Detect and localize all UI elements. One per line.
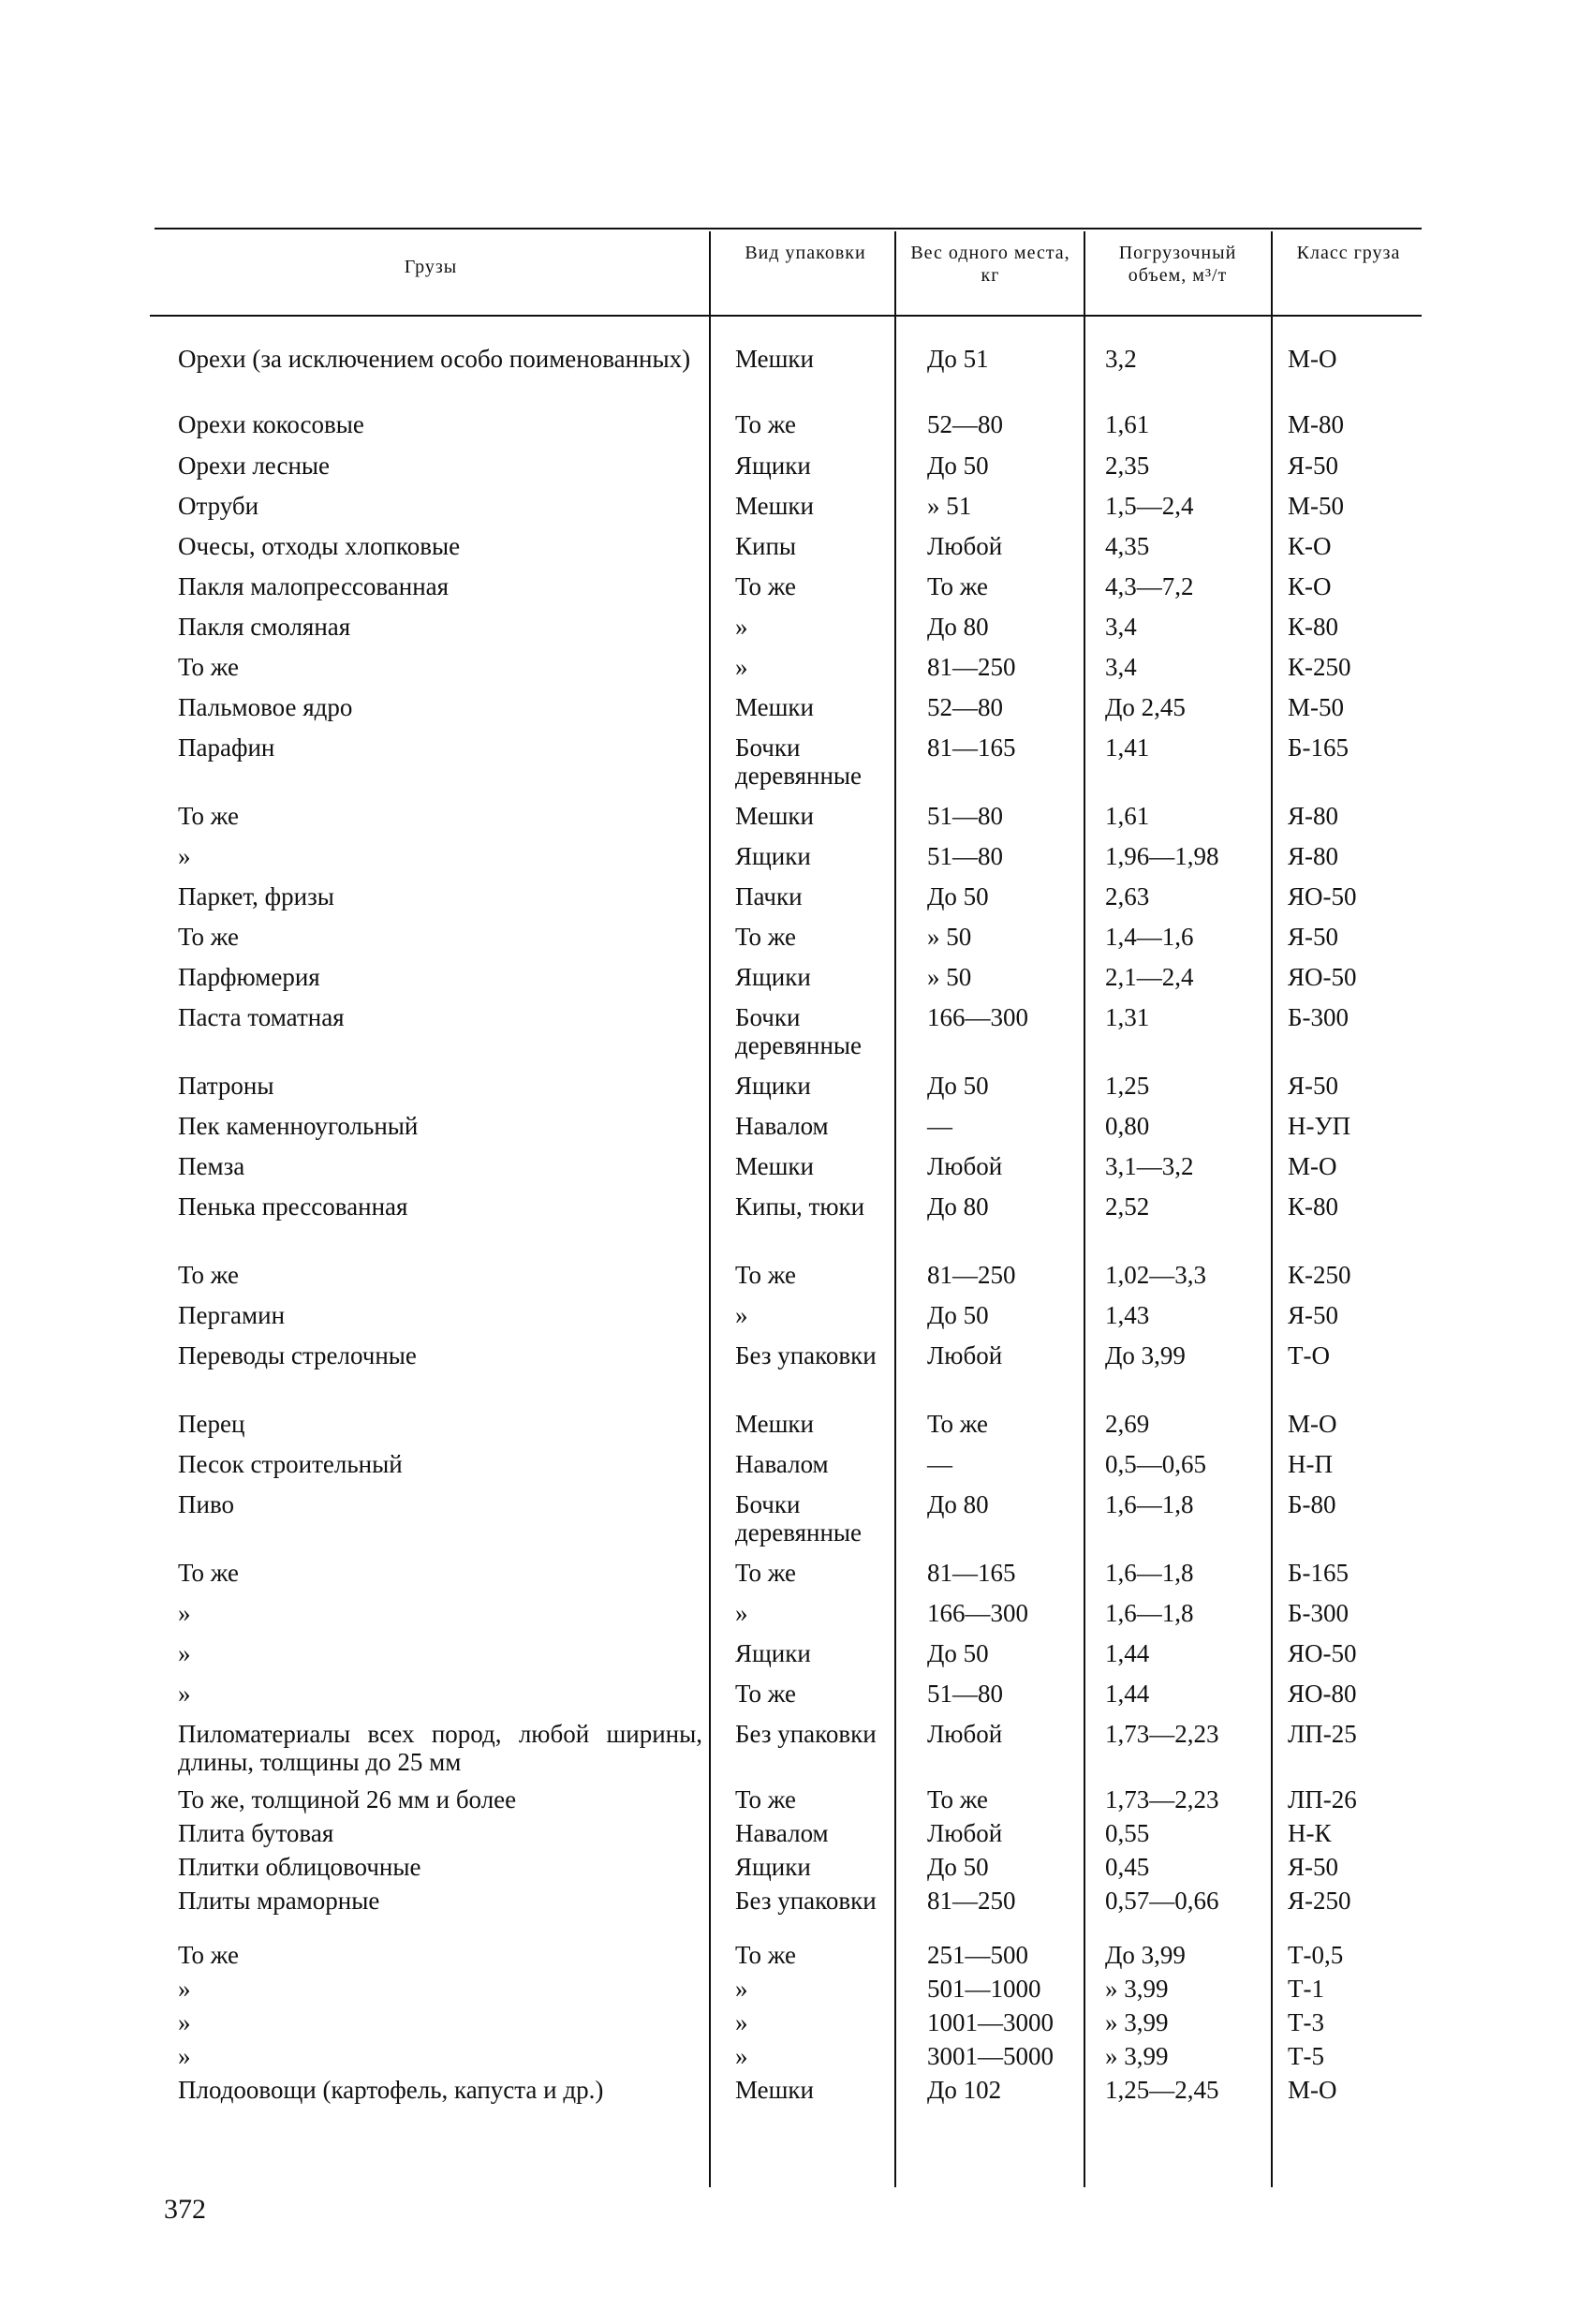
packaging-cell: Мешки: [735, 345, 814, 373]
class-cell: Я-50: [1288, 1301, 1338, 1329]
class-cell: М-О: [1288, 1152, 1337, 1180]
packaging-cell: То же: [735, 1261, 796, 1289]
cargo-cell: Песок строительный: [178, 1450, 403, 1478]
class-cell: К-80: [1288, 613, 1338, 641]
header-packaging: Вид упаковки: [745, 243, 866, 263]
cargo-cell: Отруби: [178, 492, 259, 520]
cargo-cell: Пакля смоляная: [178, 613, 351, 641]
cargo-cell: То же: [178, 1261, 239, 1289]
weight-cell: Любой: [927, 1341, 1003, 1369]
cargo-cell: Орехи кокосовые: [178, 410, 364, 438]
weight-cell: До 50: [927, 1853, 989, 1881]
cargo-cell: Пергамин: [178, 1301, 286, 1329]
packaging-cell: Кипы, тюки: [735, 1192, 865, 1221]
class-cell: Т-3: [1288, 2008, 1324, 2036]
class-cell: ЯО-50: [1288, 882, 1357, 910]
cargo-cell: То же: [178, 1941, 239, 1969]
class-cell: Я-80: [1288, 842, 1338, 870]
weight-cell: До 51: [927, 345, 989, 373]
weight-cell: 1001—3000: [927, 2008, 1054, 2036]
class-cell: ЛП-26: [1288, 1785, 1357, 1813]
volume-cell: 1,6—1,8: [1105, 1559, 1194, 1587]
class-cell: ЛП-25: [1288, 1720, 1357, 1748]
volume-cell: 4,3—7,2: [1105, 572, 1194, 600]
weight-cell: То же: [927, 1410, 988, 1438]
class-cell: ЯО-80: [1288, 1680, 1357, 1708]
class-cell: Т-О: [1288, 1341, 1330, 1369]
volume-cell: 1,96—1,98: [1105, 842, 1219, 870]
class-cell: М-О: [1288, 2076, 1337, 2104]
class-cell: К-О: [1288, 572, 1332, 600]
volume-cell: 1,25—2,45: [1105, 2076, 1219, 2104]
class-cell: Т-0,5: [1288, 1941, 1344, 1969]
cargo-cell: Очесы, отходы хлопковые: [178, 532, 461, 560]
packaging-cell: Кипы: [735, 532, 797, 560]
weight-cell: 3001—5000: [927, 2042, 1054, 2070]
volume-cell: До 2,45: [1105, 693, 1186, 721]
weight-cell: До 50: [927, 1072, 989, 1100]
volume-cell: 3,1—3,2: [1105, 1152, 1194, 1180]
weight-cell: Любой: [927, 1720, 1003, 1748]
class-cell: ЯО-50: [1288, 1639, 1357, 1667]
volume-cell: 1,73—2,23: [1105, 1785, 1219, 1813]
packaging-cell: Бочки деревянные: [735, 1490, 863, 1547]
header-bottom-rule: [150, 315, 1422, 317]
cargo-cell: Парафин: [178, 733, 275, 762]
cargo-cell: Пиво: [178, 1490, 235, 1518]
weight-cell: 501—1000: [927, 1975, 1041, 2003]
weight-cell: До 80: [927, 1192, 989, 1221]
packaging-cell: Без упаковки: [735, 1887, 877, 1915]
packaging-cell: »: [735, 2008, 748, 2036]
cargo-cell: Парфюмерия: [178, 963, 320, 991]
class-cell: Т-5: [1288, 2042, 1324, 2070]
class-cell: Я-250: [1288, 1887, 1351, 1915]
volume-cell: 0,57—0,66: [1105, 1887, 1219, 1915]
weight-cell: 52—80: [927, 410, 1003, 438]
weight-cell: 81—165: [927, 1559, 1016, 1587]
weight-cell: До 102: [927, 2076, 1002, 2104]
class-cell: М-О: [1288, 345, 1337, 373]
page-number: 372: [164, 2194, 206, 2225]
cargo-cell: То же: [178, 923, 239, 951]
packaging-cell: То же: [735, 1559, 796, 1587]
packaging-cell: Ящики: [735, 963, 811, 991]
class-cell: М-О: [1288, 1410, 1337, 1438]
weight-cell: 81—250: [927, 1887, 1016, 1915]
volume-cell: 1,44: [1105, 1639, 1150, 1667]
cargo-cell: »: [178, 842, 191, 870]
weight-cell: 51—80: [927, 802, 1003, 830]
cargo-cell: »: [178, 1680, 191, 1708]
volume-cell: 1,25: [1105, 1072, 1150, 1100]
weight-cell: —: [927, 1450, 952, 1478]
packaging-cell: »: [735, 1599, 748, 1627]
class-cell: Б-300: [1288, 1003, 1349, 1031]
class-cell: Я-80: [1288, 802, 1338, 830]
weight-cell: » 51: [927, 492, 972, 520]
volume-cell: 1,31: [1105, 1003, 1150, 1031]
header-weight: Вес одного места, кг: [910, 243, 1070, 286]
class-cell: Н-К: [1288, 1819, 1332, 1847]
weight-cell: Любой: [927, 532, 1003, 560]
packaging-cell: То же: [735, 572, 796, 600]
weight-cell: До 50: [927, 451, 989, 480]
weight-cell: 81—250: [927, 653, 1016, 681]
volume-cell: 2,35: [1105, 451, 1150, 480]
volume-cell: 0,55: [1105, 1819, 1150, 1847]
cargo-cell: Пиломатериалы всех пород, любой ширины, длины, толщины до 25 мм: [178, 1720, 702, 1776]
volume-cell: 1,61: [1105, 802, 1150, 830]
class-cell: Б-165: [1288, 733, 1349, 762]
volume-cell: 1,6—1,8: [1105, 1599, 1194, 1627]
volume-cell: 1,4—1,6: [1105, 923, 1194, 951]
cargo-cell: То же: [178, 1559, 239, 1587]
volume-cell: 1,44: [1105, 1680, 1150, 1708]
cargo-cell: »: [178, 1599, 191, 1627]
cargo-cell: Пемза: [178, 1152, 245, 1180]
weight-cell: 251—500: [927, 1941, 1028, 1969]
packaging-cell: Мешки: [735, 693, 814, 721]
packaging-cell: Ящики: [735, 1639, 811, 1667]
volume-cell: 2,69: [1105, 1410, 1150, 1438]
weight-cell: 52—80: [927, 693, 1003, 721]
class-cell: Н-УП: [1288, 1112, 1351, 1140]
packaging-cell: »: [735, 1975, 748, 2003]
weight-cell: До 50: [927, 882, 989, 910]
packaging-cell: Навалом: [735, 1819, 829, 1847]
packaging-cell: Без упаковки: [735, 1341, 877, 1369]
class-cell: К-О: [1288, 532, 1332, 560]
table-top-rule: [155, 228, 1422, 229]
packaging-cell: Ящики: [735, 1853, 811, 1881]
packaging-cell: Мешки: [735, 2076, 814, 2104]
class-cell: М-80: [1288, 410, 1344, 438]
volume-cell: 3,4: [1105, 613, 1137, 641]
cargo-cell: Орехи (за исключением особо поименованных): [178, 345, 691, 373]
cargo-cell: Орехи лесные: [178, 451, 331, 480]
cargo-cell: Паста томатная: [178, 1003, 345, 1031]
cargo-cell: »: [178, 1639, 191, 1667]
volume-cell: 2,1—2,4: [1105, 963, 1194, 991]
packaging-cell: Ящики: [735, 1072, 811, 1100]
packaging-cell: Бочки деревянные: [735, 1003, 863, 1059]
weight-cell: 51—80: [927, 1680, 1003, 1708]
class-cell: ЯО-50: [1288, 963, 1357, 991]
packaging-cell: »: [735, 613, 748, 641]
weight-cell: 51—80: [927, 842, 1003, 870]
volume-cell: 4,35: [1105, 532, 1150, 560]
class-cell: Я-50: [1288, 923, 1338, 951]
weight-cell: » 50: [927, 923, 972, 951]
packaging-cell: »: [735, 2042, 748, 2070]
weight-cell: До 80: [927, 613, 989, 641]
header-class: Класс груза: [1296, 243, 1401, 263]
packaging-cell: Мешки: [735, 802, 814, 830]
class-cell: Б-165: [1288, 1559, 1349, 1587]
volume-cell: 2,63: [1105, 882, 1150, 910]
packaging-cell: Бочки деревянные: [735, 733, 863, 790]
volume-cell: 1,61: [1105, 410, 1150, 438]
volume-cell: 0,5—0,65: [1105, 1450, 1206, 1478]
volume-cell: » 3,99: [1105, 1975, 1169, 2003]
class-cell: Б-80: [1288, 1490, 1336, 1518]
volume-cell: 1,73—2,23: [1105, 1720, 1219, 1748]
class-cell: Т-1: [1288, 1975, 1324, 2003]
class-cell: Я-50: [1288, 1072, 1338, 1100]
class-cell: Б-300: [1288, 1599, 1349, 1627]
packaging-cell: То же: [735, 1680, 796, 1708]
packaging-cell: Ящики: [735, 842, 811, 870]
class-cell: К-250: [1288, 1261, 1351, 1289]
packaging-cell: Навалом: [735, 1450, 829, 1478]
volume-cell: 3,4: [1105, 653, 1137, 681]
cargo-cell: То же, толщиной 26 мм и более: [178, 1785, 517, 1813]
weight-cell: 81—165: [927, 733, 1016, 762]
cargo-cell: Плита бутовая: [178, 1819, 334, 1847]
packaging-cell: То же: [735, 1785, 796, 1813]
cargo-cell: Паркет, фризы: [178, 882, 334, 910]
weight-cell: До 80: [927, 1490, 989, 1518]
weight-cell: Любой: [927, 1152, 1003, 1180]
cargo-cell: То же: [178, 802, 239, 830]
packaging-cell: »: [735, 1301, 748, 1329]
header-volume: Погрузочный объем, м³/т: [1118, 243, 1237, 286]
volume-cell: До 3,99: [1105, 1341, 1186, 1369]
volume-cell: 1,43: [1105, 1301, 1150, 1329]
packaging-cell: Пачки: [735, 882, 803, 910]
packaging-cell: Навалом: [735, 1112, 829, 1140]
packaging-cell: Мешки: [735, 492, 814, 520]
packaging-cell: Без упаковки: [735, 1720, 877, 1748]
weight-cell: До 50: [927, 1301, 989, 1329]
volume-cell: 1,41: [1105, 733, 1150, 762]
volume-cell: 3,2: [1105, 345, 1137, 373]
cargo-cell: Пек каменноугольный: [178, 1112, 419, 1140]
column-divider-1: [709, 231, 711, 2187]
volume-cell: 0,80: [1105, 1112, 1150, 1140]
class-cell: Я-50: [1288, 1853, 1338, 1881]
class-cell: М-50: [1288, 492, 1344, 520]
packaging-cell: То же: [735, 410, 796, 438]
column-divider-3: [1084, 231, 1085, 2187]
class-cell: К-250: [1288, 653, 1351, 681]
header-cargo: Грузы: [404, 257, 458, 277]
weight-cell: —: [927, 1112, 952, 1140]
weight-cell: Любой: [927, 1819, 1003, 1847]
volume-cell: » 3,99: [1105, 2042, 1169, 2070]
packaging-cell: То же: [735, 923, 796, 951]
cargo-cell: Плодоовощи (картофель, капуста и др.): [178, 2076, 604, 2104]
packaging-cell: Мешки: [735, 1152, 814, 1180]
volume-cell: 1,5—2,4: [1105, 492, 1194, 520]
cargo-cell: Плиты мраморные: [178, 1887, 380, 1915]
weight-cell: 166—300: [927, 1599, 1028, 1627]
weight-cell: То же: [927, 1785, 988, 1813]
class-cell: М-50: [1288, 693, 1344, 721]
cargo-cell: Пакля малопрессованная: [178, 572, 450, 600]
volume-cell: 1,6—1,8: [1105, 1490, 1194, 1518]
cargo-cell: »: [178, 1975, 191, 2003]
cargo-cell: Пенька прессованная: [178, 1192, 408, 1221]
packaging-cell: »: [735, 653, 748, 681]
cargo-cell: Плитки облицовочные: [178, 1853, 421, 1881]
cargo-cell: »: [178, 2008, 191, 2036]
cargo-cell: »: [178, 2042, 191, 2070]
packaging-cell: Мешки: [735, 1410, 814, 1438]
weight-cell: 166—300: [927, 1003, 1028, 1031]
class-cell: К-80: [1288, 1192, 1338, 1221]
volume-cell: 2,52: [1105, 1192, 1150, 1221]
cargo-cell: Патроны: [178, 1072, 274, 1100]
class-cell: Н-П: [1288, 1450, 1333, 1478]
weight-cell: » 50: [927, 963, 972, 991]
volume-cell: До 3,99: [1105, 1941, 1186, 1969]
cargo-cell: То же: [178, 653, 239, 681]
cargo-cell: Перец: [178, 1410, 245, 1438]
packaging-cell: То же: [735, 1941, 796, 1969]
packaging-cell: Ящики: [735, 451, 811, 480]
column-divider-2: [894, 231, 896, 2187]
weight-cell: 81—250: [927, 1261, 1016, 1289]
weight-cell: То же: [927, 572, 988, 600]
volume-cell: » 3,99: [1105, 2008, 1169, 2036]
volume-cell: 1,02—3,3: [1105, 1261, 1206, 1289]
volume-cell: 0,45: [1105, 1853, 1150, 1881]
weight-cell: До 50: [927, 1639, 989, 1667]
cargo-cell: Пальмовое ядро: [178, 693, 353, 721]
cargo-cell: Переводы стрелочные: [178, 1341, 417, 1369]
class-cell: Я-50: [1288, 451, 1338, 480]
